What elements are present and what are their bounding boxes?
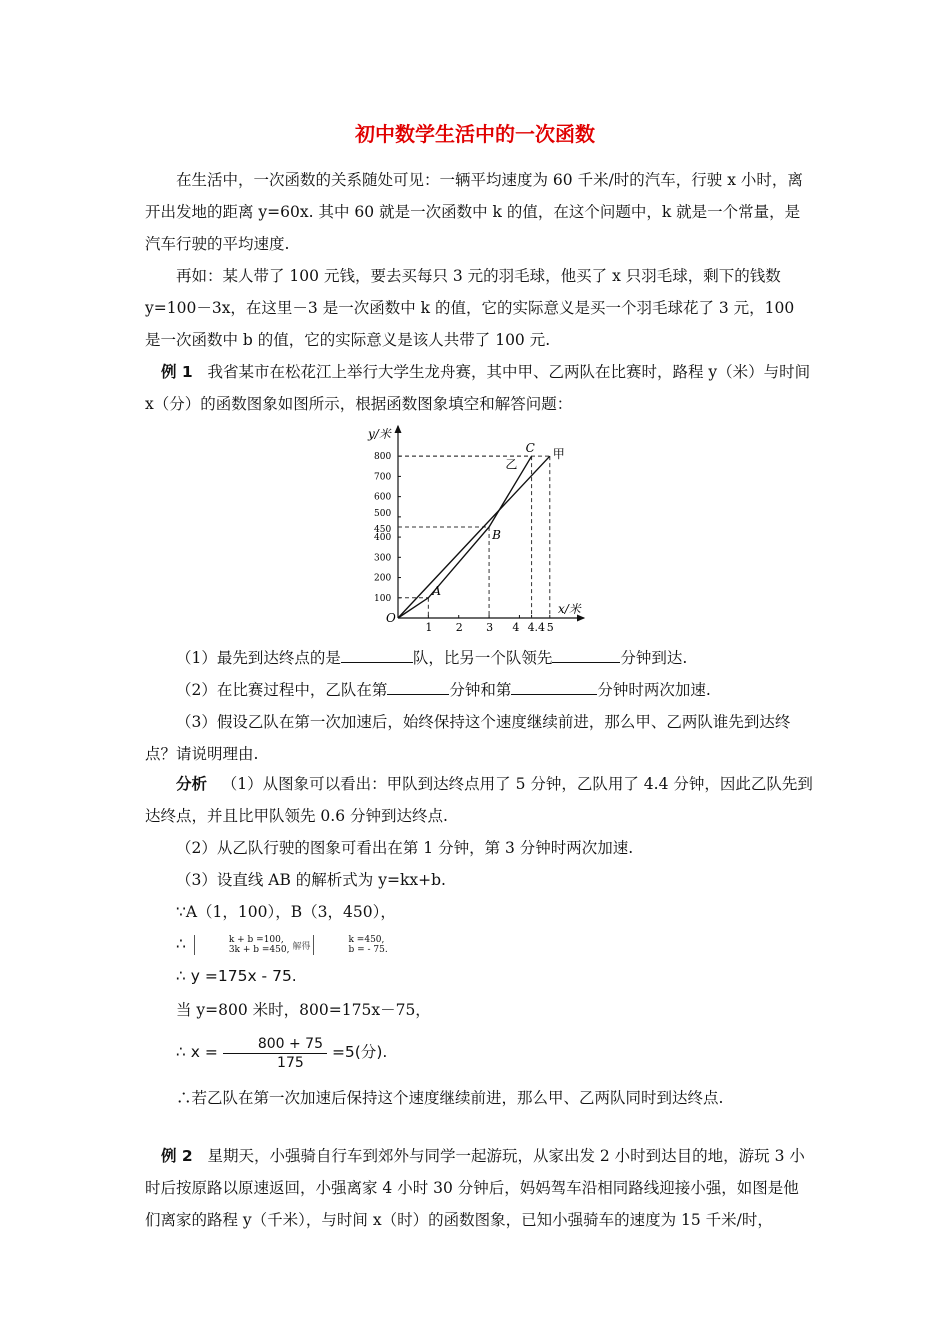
equation-solution (313, 935, 387, 955)
q2-text-c: 分钟时两次加速. (597, 681, 711, 699)
intro-paragraph-1: 在生活中，一次函数的关系随处可见：一辆平均速度为 60 千米/时的汽车，行驶 x 小时，离开出发地的距离 y=60x. 其中 60 就是一次函数中 k 的值，在这个问题中，k 就是一个常量，是汽车行驶的平均速度. (145, 171, 803, 253)
analysis-7: ∴若乙队在第一次加速后保持这个速度继续前进，那么甲、乙两队同时到达终点. (176, 1089, 724, 1107)
point-label-b: B (492, 527, 501, 542)
y-tick-label: 200 (374, 573, 392, 584)
q2-blank-first[interactable] (387, 676, 449, 695)
x-equals: ∴ x = (176, 1043, 218, 1061)
example1-statement (145, 356, 813, 420)
equation-system (145, 928, 813, 963)
series-label-jia: 甲 (552, 447, 565, 462)
analysis-5: ∴ y =175x - 75. (176, 967, 297, 985)
fraction-result: =5(分). (331, 1043, 388, 1061)
point-label-c: C (525, 441, 535, 456)
q1-blank-minutes[interactable] (552, 644, 620, 663)
fraction-equation (145, 1030, 813, 1074)
y-tick-label: 800 (374, 452, 392, 463)
y-tick-label: 300 (374, 553, 392, 564)
x-tick-label: 5 (546, 621, 554, 634)
x-tick-label: 1 (425, 621, 433, 634)
y-tick-label: 700 (374, 472, 392, 483)
y-tick-label: 500 (374, 508, 392, 519)
q1-text-a: （1）最先到达终点的是 (176, 649, 341, 667)
solution-b: b = - 75. (348, 945, 388, 955)
series-line-yi (398, 456, 532, 618)
fraction-numerator: 800 + 75 (223, 1035, 327, 1054)
analysis-3: （3）设直线 AB 的解析式为 y=kx+b. (176, 871, 446, 889)
question-2 (145, 674, 813, 706)
therefore-symbol: ∴ (176, 935, 186, 953)
y-tick-label: 100 (374, 593, 392, 604)
example1-chart (360, 420, 600, 635)
y-axis-label: y/米 (368, 427, 391, 441)
q1-text-b: 队，比另一个队领先 (412, 649, 553, 667)
q1-blank-team[interactable] (341, 644, 413, 663)
example2-label: 例 2 (161, 1147, 193, 1165)
y-tick-label: 600 (374, 492, 392, 503)
question-3: （3）假设乙队在第一次加速后，始终保持这个速度继续前进，那么甲、乙两队谁先到达终点？请说明理由. (145, 713, 791, 763)
q1-text-c: 分钟到达. (620, 649, 688, 667)
analysis-2: （2）从乙队行驶的图象可看出在第 1 分钟，第 3 分钟时两次加速. (176, 839, 634, 857)
analysis-1-text: （1）从图象可以看出：甲队到达终点用了 5 分钟，乙队用了 4.4 分钟，因此乙队先到达终点，并且比甲队领先 0.6 分钟到达终点. (145, 775, 813, 825)
x-tick-label: 3 (486, 621, 494, 634)
analysis-1 (145, 768, 813, 832)
x-tick-label: 4.4 (527, 621, 546, 634)
analysis-4: ∵A（1，100），B（3，450）， (176, 903, 396, 921)
origin-label: O (386, 611, 396, 625)
series-line-jia (398, 456, 550, 618)
example2-text: 星期天，小强骑自行车到郊外与同学一起游玩，从家出发 2 小时到达目的地，游玩 3 小时后按原路以原速返回，小强离家 4 小时 30 分钟后，妈妈驾车沿相同路线迎接小强，如图是他们离家的路程 y（千米），与时间 x（时）的函数图象，已知小强骑车的速度为 15 千米/时， (145, 1147, 805, 1229)
page-title: 初中数学生活中的一次函数 (355, 122, 595, 146)
fraction (223, 1035, 327, 1072)
q2-blank-second[interactable] (511, 676, 597, 695)
fraction-denominator: 175 (277, 1054, 304, 1071)
example1-text: 我省某市在松花江上举行大学生龙舟赛，其中甲、乙两队在比赛时，路程 y（米）与时间 x（分）的函数图象如图所示，根据函数图象填空和解答问题： (145, 363, 811, 413)
y-tick-label: 450 (374, 524, 392, 535)
analysis-label: 分析 (176, 775, 208, 793)
solve-word: 解得 (292, 942, 311, 952)
x-tick-label: 2 (455, 621, 463, 634)
q2-text-b: 分钟和第 (449, 681, 512, 699)
solution-k: k =450, (348, 935, 385, 945)
x-tick-label: 4 (512, 621, 520, 634)
y-tick-label: 400 (374, 533, 392, 544)
intro-paragraph-2: 再如：某人带了 100 元钱，要去买每只 3 元的羽毛球，他买了 x 只羽毛球，剩下的钱数 y=100－3x，在这里－3 是一次函数中 k 的值，它的实际意义是买一个羽毛球花了 3 元，100 是一次函数中 b 的值，它的实际意义是该人共带了 100 元. (145, 267, 795, 349)
example2-statement (145, 1140, 813, 1236)
equation-system-left (194, 935, 290, 955)
point-label-a: A (432, 583, 442, 598)
analysis-6: 当 y=800 米时，800=175x－75， (176, 1001, 431, 1019)
x-axis-label: x/米 (558, 602, 581, 616)
equation-1: k + b =100, (228, 935, 284, 945)
example1-label: 例 1 (161, 363, 193, 381)
equation-2: 3k + b =450, (228, 945, 290, 955)
question-1 (145, 642, 813, 674)
q2-text-a: （2）在比赛过程中，乙队在第 (176, 681, 388, 699)
series-label-yi: 乙 (505, 457, 518, 472)
